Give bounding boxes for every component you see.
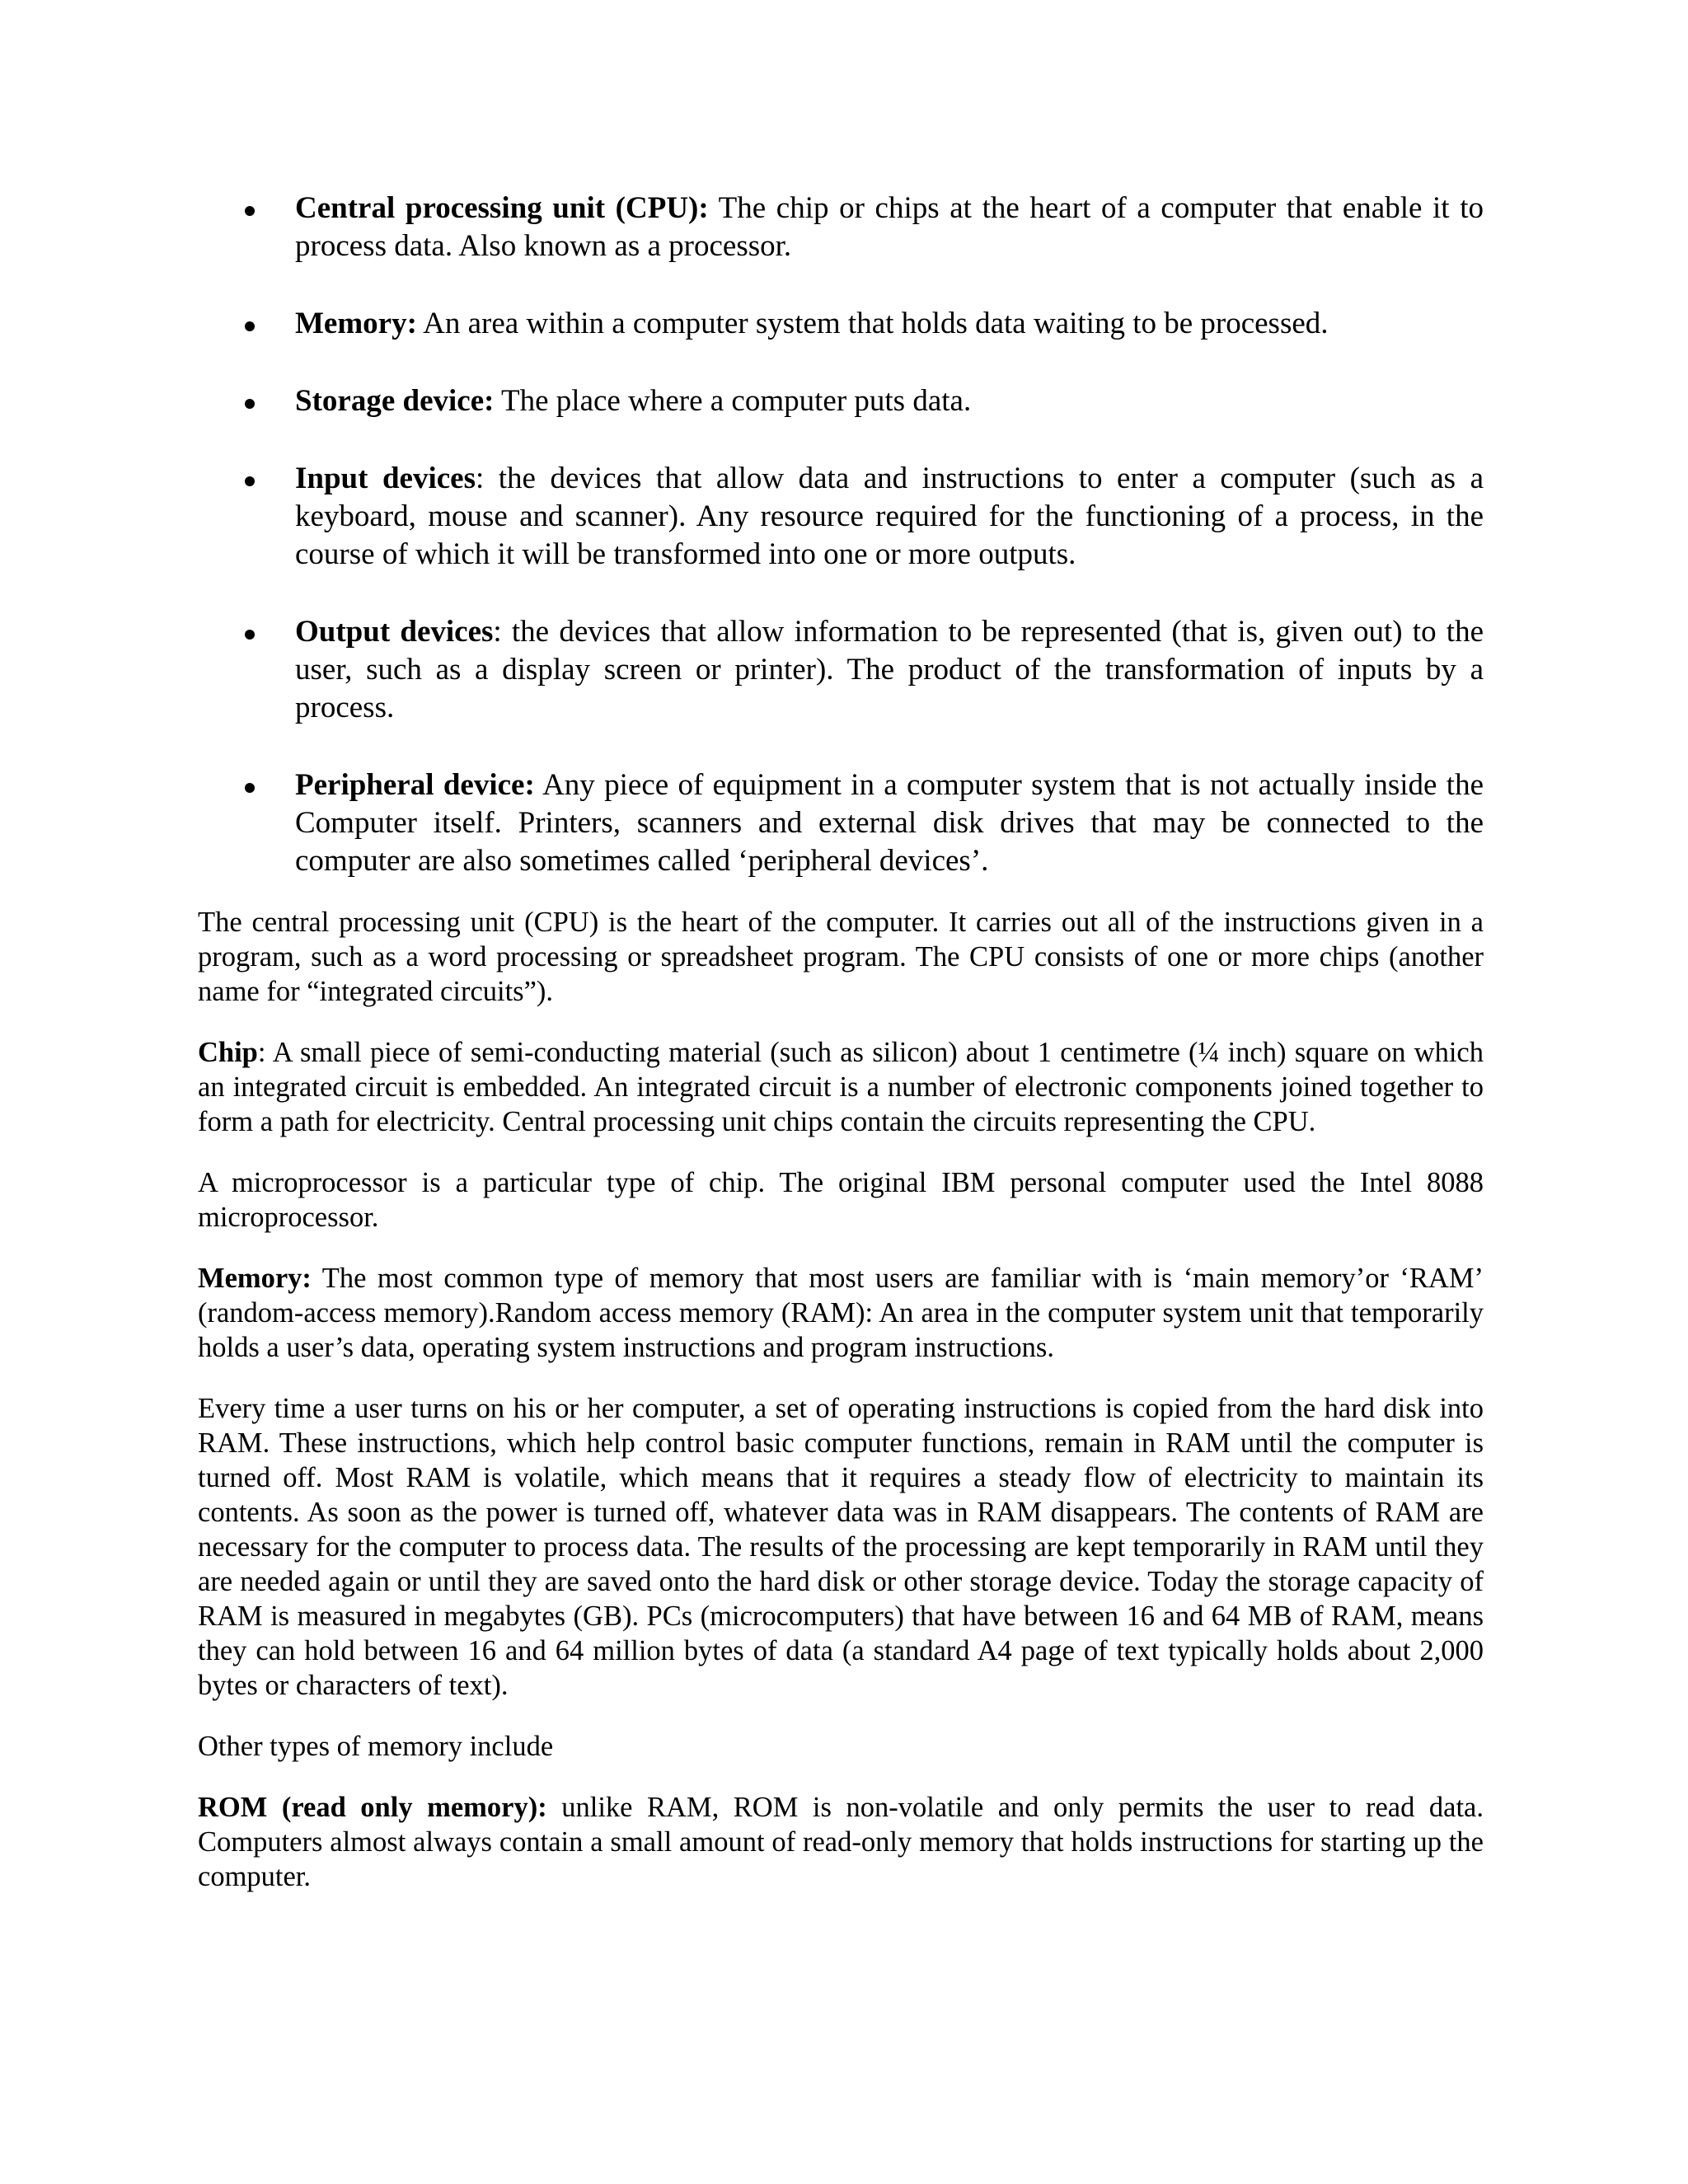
paragraph-term: ROM (read only memory): (198, 1792, 547, 1823)
paragraph-other-types: Other types of memory include (198, 1731, 554, 1762)
bullet-item-output-devices (198, 613, 1484, 727)
paragraph-term: Chip (198, 1037, 258, 1068)
bullet-term: Storage device: (295, 384, 495, 418)
bullet-icon (245, 321, 255, 331)
bullet-text: Any piece of equipment in a computer system that is not actually inside the Computer itself. Printers, scanners and external disk drives that may be connected to the computer are also sometimes called ‘peripheral devices’. (295, 768, 1484, 878)
bullet-text: : the devices that allow data and instructions to enter a computer (such as a keyboard, mouse and scanner). Any resource required for the functioning of a process, in the course of which it will be transformed into one or more outputs. (295, 462, 1484, 571)
paragraph-text: The most common type of memory that most users are familiar with is ‘main memory’or ‘RAM’ (random-access memory).Random access memory (RAM): An area in the computer system unit that temporarily holds a user’s data, operating system instructions and program instructions. (198, 1263, 1484, 1363)
paragraph-ram: Every time a user turns on his or her computer, a set of operating instructions is copied from the hard disk into RAM. These instructions, which help control basic computer functions, remain in RAM until the computer is turned off. Most RAM is volatile, which means that it requires a steady flow of electricity to maintain its contents. As soon as the power is turned off, whatever data was in RAM disappears. The contents of RAM are necessary for the computer to process data. The results of the processing are kept temporarily in RAM until they are needed again or until they are saved onto the hard disk or other storage device. Today the storage capacity of RAM is measured in megabytes (GB). PCs (microcomputers) that have between 16 and 64 MB of RAM, means they can hold between 16 and 64 million bytes of data (a standard A4 page of text typically holds about 2,000 bytes or characters of text). (198, 1393, 1484, 1701)
bullet-item-cpu (198, 190, 1484, 265)
paragraph-text: unlike RAM, ROM is non-volatile and only permits the user to read data. Computers almost always contain a small amount of read-only memory that holds instructions for starting up the computer. (198, 1792, 1484, 1892)
paragraph-rom (198, 1790, 1484, 1894)
bullet-icon (245, 630, 255, 640)
bullet-term: Memory: (295, 307, 417, 340)
bullet-text: An area within a computer system that holds data waiting to be processed. (416, 307, 1329, 340)
bullet-item-memory (198, 305, 1484, 343)
paragraph-text: : A small piece of semi-conducting material (such as silicon) about 1 centimetre (¼ inch) square on which an integrated circuit is embedded. An integrated circuit is a number of electronic components joined together to form a path for electricity. Central processing unit chips contain the circuits representing the CPU. (198, 1037, 1484, 1137)
paragraph-microprocessor: A microprocessor is a particular type of chip. The original IBM personal computer used the Intel 8088 microprocessor. (198, 1167, 1484, 1233)
paragraph-chip (198, 1035, 1484, 1139)
bullet-icon (245, 783, 255, 793)
paragraph-term: Memory: (198, 1263, 312, 1294)
bullet-term: Central processing unit (CPU): (295, 191, 709, 225)
bullet-item-peripheral-device (198, 766, 1484, 880)
paragraph-memory (198, 1261, 1484, 1365)
bullet-icon (245, 399, 255, 409)
bullet-icon (245, 206, 255, 216)
bullet-item-storage-device (198, 382, 1484, 420)
bullet-item-input-devices (198, 460, 1484, 574)
bullet-text: : the devices that allow information to be represented (that is, given out) to the user, such as a display screen or printer). The product of the transformation of inputs by a process. (295, 615, 1484, 724)
bullet-term: Peripheral device: (295, 768, 535, 802)
bullet-term: Output devices (295, 615, 494, 649)
definition-list (198, 190, 1484, 880)
bullet-term: Input devices (295, 462, 476, 495)
bullet-text: The place where a computer puts data. (494, 384, 972, 418)
paragraph-cpu-intro: The central processing unit (CPU) is the heart of the computer. It carries out all of the instructions given in a program, such as a word processing or spreadsheet program. The CPU consists of one or more chips (another name for “integrated circuits”). (198, 907, 1484, 1007)
bullet-icon (245, 476, 255, 486)
bullet-text: The chip or chips at the heart of a computer that enable it to process data. Also known as a processor. (295, 191, 1484, 263)
